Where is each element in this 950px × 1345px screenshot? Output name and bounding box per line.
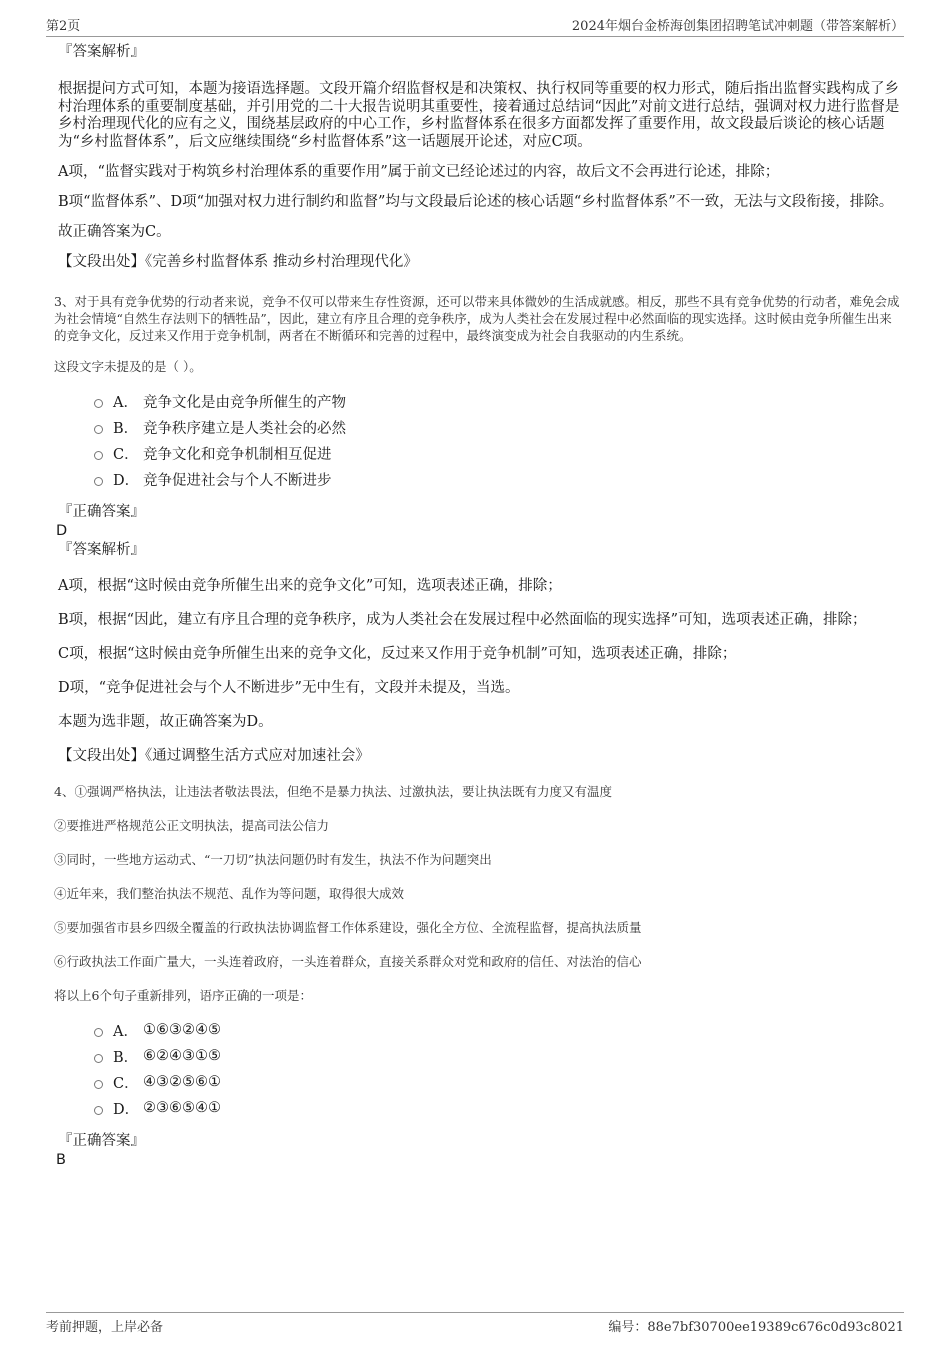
radio-icon[interactable] xyxy=(94,1080,103,1089)
analysis-paragraph: B项，根据“因此，建立有序且合理的竞争秩序，成为人类社会在发展过程中必然面临的现实选择”可知，选项表述正确，排除； xyxy=(58,612,867,628)
option-b[interactable]: B． ⑥②④③①⑤ xyxy=(94,1043,900,1069)
analysis-paragraph: 本题为选非题，故正确答案为D。 xyxy=(58,714,273,730)
analysis-paragraph: D项，“竞争促进社会与个人不断进步”无中生有，文段并未提及，当选。 xyxy=(58,680,520,696)
option-list xyxy=(94,388,900,492)
option-b[interactable]: B． 竞争秩序建立是人类社会的必然 xyxy=(94,414,900,440)
footer-slogan: 考前押题，上岸必备 xyxy=(46,1320,164,1335)
answer-label: 『正确答案』 xyxy=(58,1133,145,1149)
analysis-paragraph: 故正确答案为C。 xyxy=(58,224,171,240)
option-c[interactable]: C． ④③②⑤⑥① xyxy=(94,1069,900,1095)
analysis-label: 『答案解析』 xyxy=(58,44,145,60)
radio-icon[interactable] xyxy=(94,399,103,408)
sentence-item: 4、①强调严格执法，让违法者敬法畏法，但绝不是暴力执法、过激执法，要让执法既有力度又有温度 xyxy=(54,784,612,799)
option-list xyxy=(94,1017,900,1121)
answer-value: B xyxy=(56,1152,66,1168)
option-a[interactable]: A． 竞争文化是由竞争所催生的产物 xyxy=(94,388,900,414)
page-header xyxy=(46,12,904,37)
sentence-item: ③同时，一些地方运动式、“一刀切”执法问题仍时有发生，执法不作为问题突出 xyxy=(54,852,492,867)
analysis-paragraph: C项，根据“这时候由竞争所催生出来的竞争文化，反过来又作用于竞争机制”可知，选项表述正确，排除； xyxy=(58,646,737,662)
answer-label: 『正确答案』 xyxy=(58,504,145,520)
radio-icon[interactable] xyxy=(94,1106,103,1115)
question-prompt: 这段文字未提及的是（ ）。 xyxy=(54,359,202,374)
radio-icon[interactable] xyxy=(94,1054,103,1063)
analysis-paragraph: A项，“监督实践对于构筑乡村治理体系的重要作用”属于前文已经论述过的内容，故后文不会再进行论述，排除； xyxy=(58,164,780,180)
document-id: 编号：88e7bf30700ee19389c676c0d93c8021 xyxy=(608,1320,904,1335)
sentence-item: ④近年来，我们整治执法不规范、乱作为等问题，取得很大成效 xyxy=(54,886,405,901)
question-stem: 3、对于具有竞争优势的行动者来说，竞争不仅可以带来生存性资源，还可以带来具体微妙的生活成就感。相反，那些不具有竞争优势的行动者，难免会成为社会情境“自然生存法则下的牺牲品”，因此，建立有序且合理的竞争秩序，成为人类社会在发展过程中必然面临的现实选择。这时候由竞争所催生出来的竞争文化，反过来又作用于竞争机制，两者在不断循环和完善的过程中，最终演变成为社会自我驱动的内生系统。 xyxy=(54,294,900,343)
radio-icon[interactable] xyxy=(94,1028,103,1037)
source-citation: 【文段出处】《通过调整生活方式应对加速社会》 xyxy=(58,748,370,764)
option-d[interactable]: D． 竞争促进社会与个人不断进步 xyxy=(94,466,900,492)
answer-value: D xyxy=(56,523,68,539)
sentence-item: ②要推进严格规范公正文明执法，提高司法公信力 xyxy=(54,818,330,833)
document-title: 2024年烟台金桥海创集团招聘笔试冲刺题（带答案解析） xyxy=(571,19,904,34)
sentence-item: ⑤要加强省市县乡四级全覆盖的行政执法协调监督工作体系建设，强化全方位、全流程监督，提高执法质量 xyxy=(54,920,642,935)
radio-icon[interactable] xyxy=(94,425,103,434)
analysis-paragraph: B项“监督体系”、D项“加强对权力进行制约和监督”均与文段最后论述的核心话题“乡村监督体系”不一致，无法与文段衔接，排除。 xyxy=(58,194,894,210)
question-prompt: 将以上6个句子重新排列，语序正确的一项是： xyxy=(54,988,312,1003)
sentence-item: ⑥行政执法工作面广量大，一头连着政府，一头连着群众，直接关系群众对党和政府的信任、对法治的信心 xyxy=(54,954,642,969)
option-a[interactable]: A． ①⑥③②④⑤ xyxy=(94,1017,900,1043)
option-c[interactable]: C． 竞争文化和竞争机制相互促进 xyxy=(94,440,900,466)
source-citation: 【文段出处】《完善乡村监督体系 推动乡村治理现代化》 xyxy=(58,254,418,270)
analysis-label: 『答案解析』 xyxy=(58,542,145,558)
analysis-paragraph: A项，根据“这时候由竞争所催生出来的竞争文化”可知，选项表述正确，排除； xyxy=(58,578,562,594)
option-d[interactable]: D． ②③⑥⑤④① xyxy=(94,1095,900,1121)
radio-icon[interactable] xyxy=(94,451,103,460)
page-content xyxy=(54,44,900,1171)
analysis-paragraph: 根据提问方式可知，本题为接语选择题。文段开篇介绍监督权是和决策权、执行权同等重要的权力形式，随后指出监督实践构成了乡村治理体系的重要制度基础，并引用党的二十大报告说明其重要性，接着通过总结词“因此”对前文进行总结，强调对权力进行监督是乡村治理现代化的应有之义，围绕基层政府的中心工作，乡村监督体系在很多方面都发挥了重要作用，故文段最后谈论的核心话题为“乡村监督体系”，后文应继续围绕“乡村监督体系”这一话题展开论述，对应C项。 xyxy=(58,81,900,150)
page-footer xyxy=(46,1312,904,1336)
page-number: 第2页 xyxy=(46,19,81,34)
radio-icon[interactable] xyxy=(94,477,103,486)
